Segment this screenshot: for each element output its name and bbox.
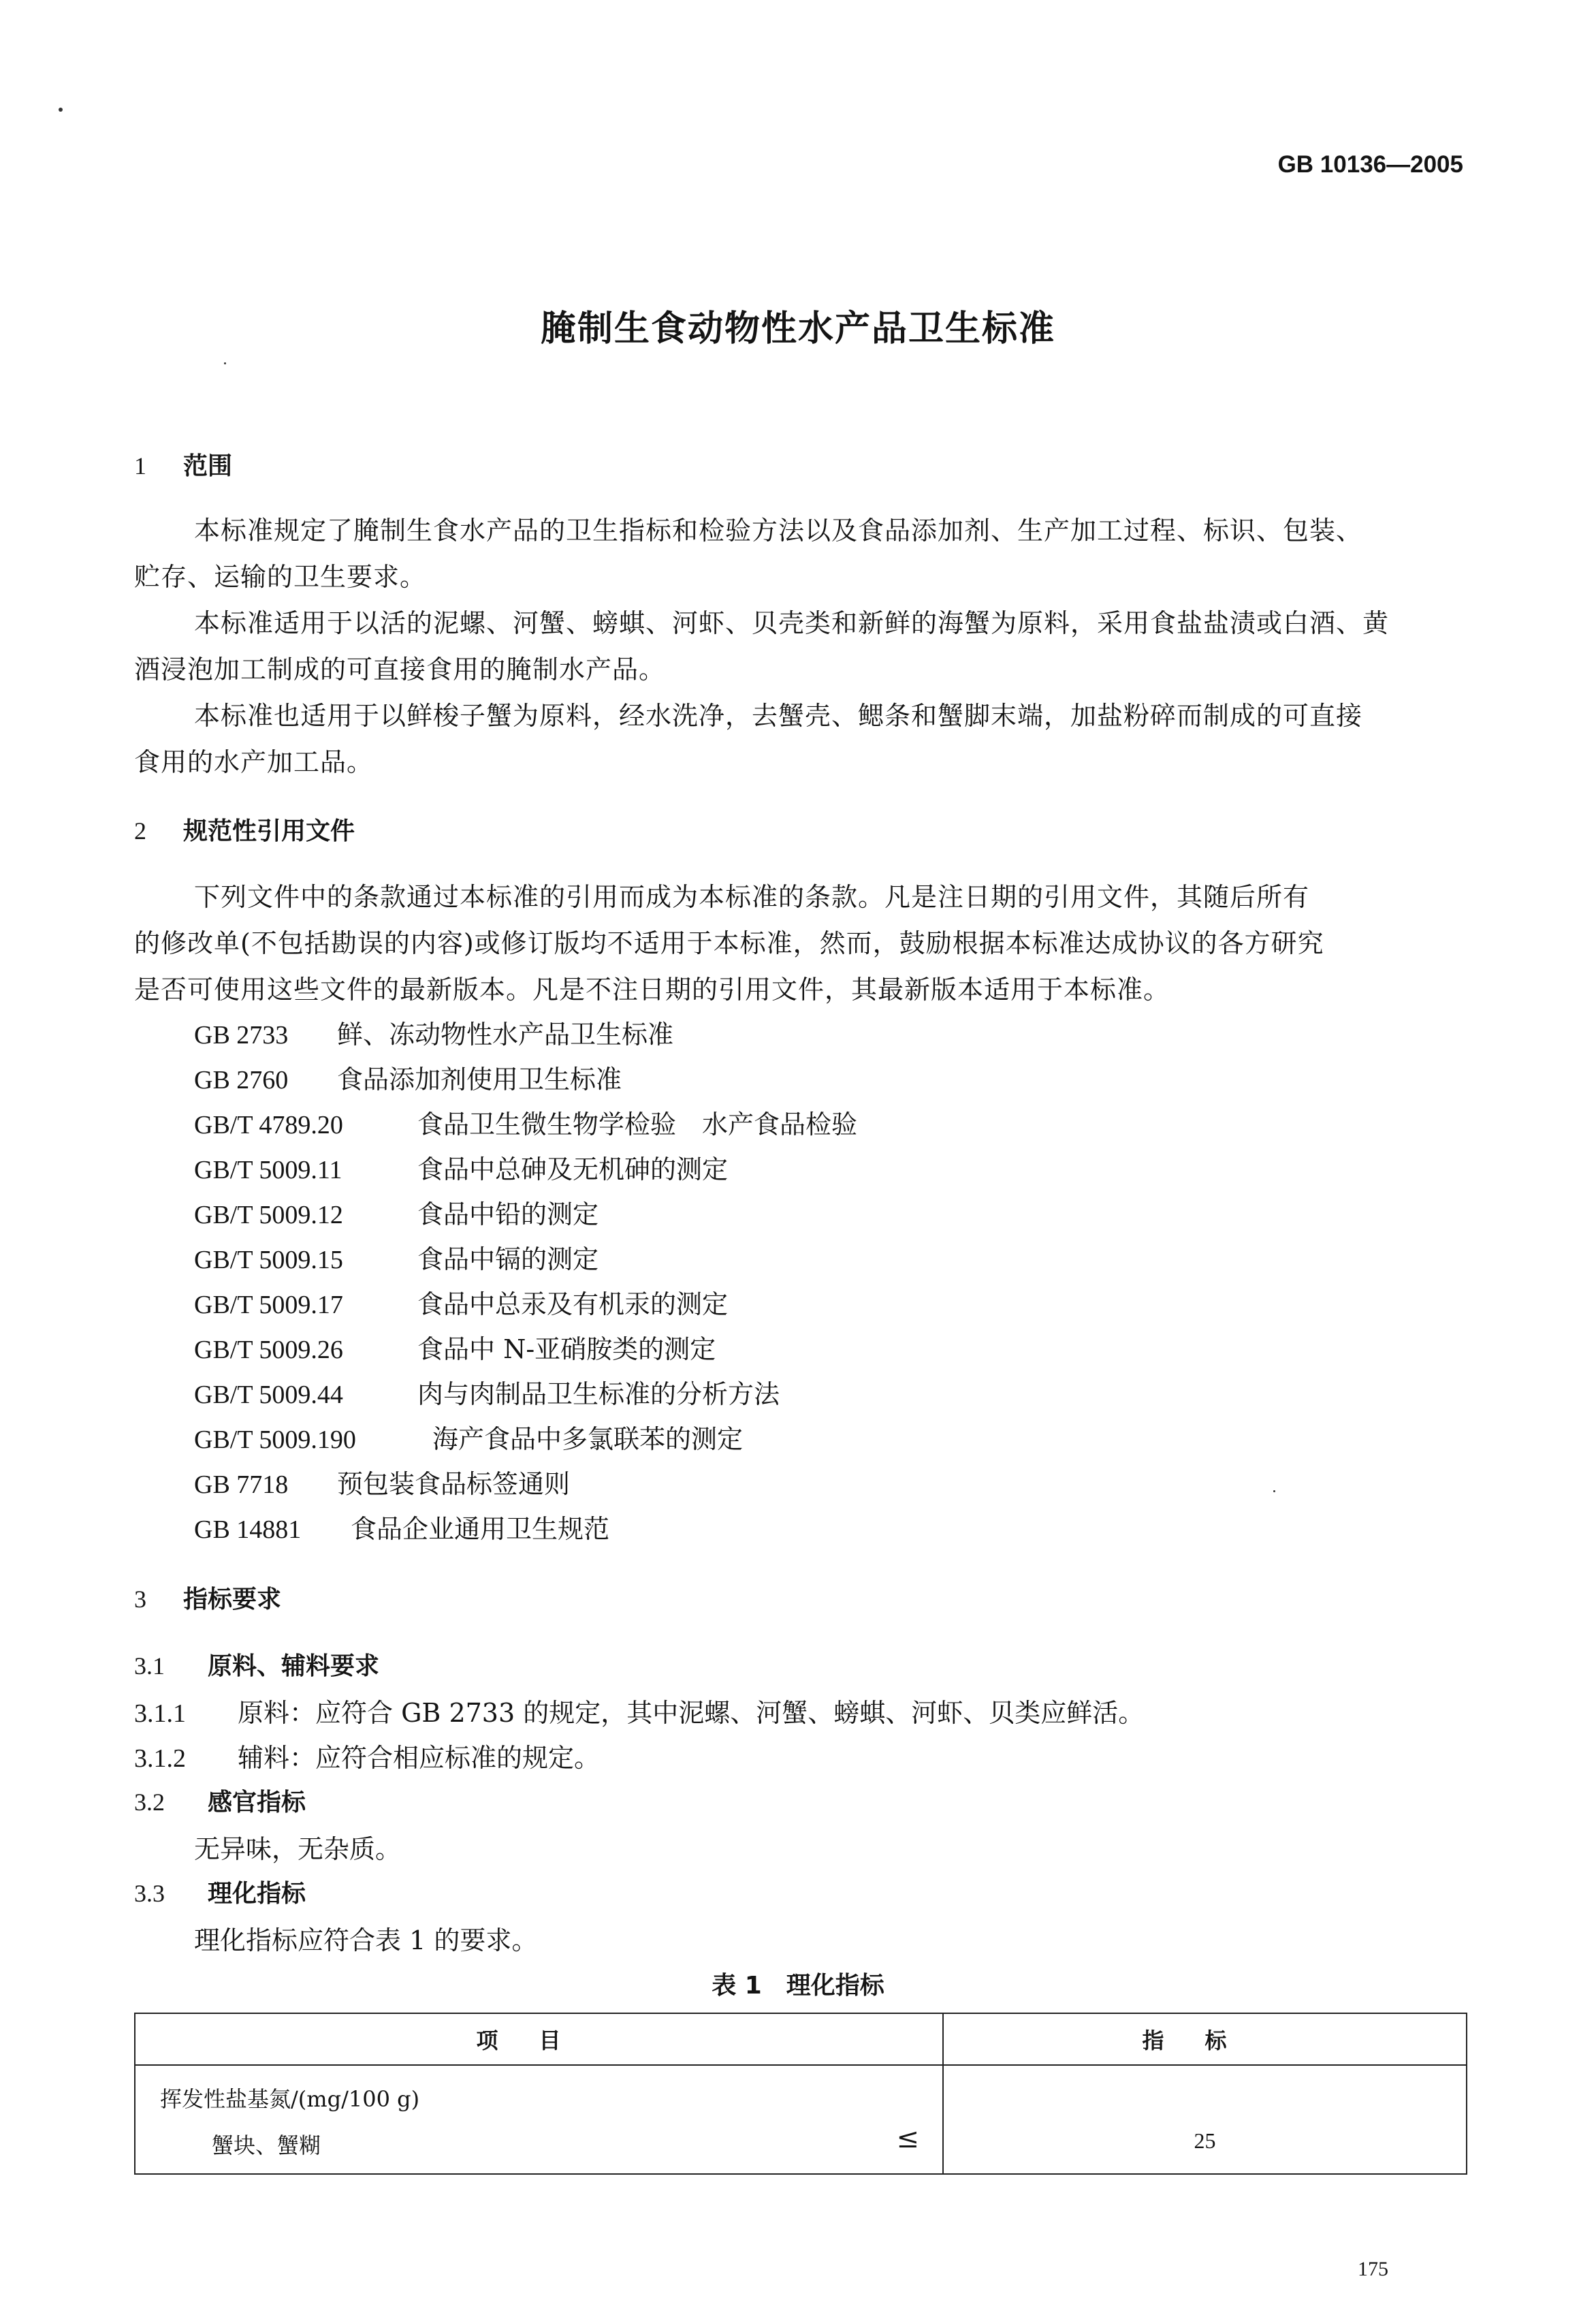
reference-code: GB 7718 <box>194 1470 289 1499</box>
section-number: 3.3 <box>134 1880 165 1907</box>
section-3-heading <box>134 1580 281 1615</box>
reference-code: GB/T 5009.11 <box>194 1156 342 1184</box>
reference-code: GB/T 4789.20 <box>194 1111 343 1139</box>
reference-title: 食品添加剂使用卫生标准 <box>337 1065 622 1094</box>
table-cell-item <box>135 2065 943 2174</box>
paragraph-line: 的修改单(不包括勘误的内容)或修订版均不适用于本标准，然而，鼓励根据本标准达成协议的各方研究 <box>134 928 1324 958</box>
paragraph-line: 下列文件中的条款通过本标准的引用而成为本标准的条款。凡是注日期的引用文件，其随后所有 <box>194 882 1310 912</box>
reference-title: 食品中 N-亚硝胺类的测定 <box>417 1334 716 1364</box>
scan-speck <box>224 362 226 364</box>
paragraph-line: 是否可使用这些文件的最新版本。凡是不注日期的引用文件，其最新版本适用于本标准。 <box>134 975 1170 1005</box>
reference-title: 食品中总砷及无机砷的测定 <box>417 1154 729 1184</box>
reference-code: GB/T 5009.17 <box>194 1291 343 1319</box>
reference-item <box>194 1103 857 1141</box>
reference-code: GB/T 5009.26 <box>194 1336 343 1364</box>
reference-code: GB 14881 <box>194 1515 302 1544</box>
paragraph-line: 酒浸泡加工制成的可直接食用的腌制水产品。 <box>134 655 666 684</box>
item-name: 挥发性盐基氮/(mg/100 g) <box>160 2086 420 2112</box>
section-title: 指标要求 <box>183 1586 282 1613</box>
paragraph-line: 食用的水产加工品。 <box>134 747 374 777</box>
table-1 <box>134 2013 1467 2175</box>
clause-text: 无异味，无杂质。 <box>194 1834 402 1864</box>
standard-code: GB 10136—2005 <box>1277 151 1463 178</box>
section-1-heading <box>134 447 232 482</box>
section-title: 范围 <box>183 452 233 480</box>
clause-3-1-2 <box>134 1737 600 1774</box>
clause-number: 3.1.2 <box>134 1744 186 1773</box>
section-number: 2 <box>134 817 146 845</box>
reference-title: 食品中总汞及有机汞的测定 <box>417 1289 729 1319</box>
page-number: 175 <box>1358 2258 1388 2280</box>
reference-item <box>194 1418 743 1455</box>
reference-item <box>194 1328 716 1366</box>
reference-title: 肉与肉制品卫生标准的分析方法 <box>417 1379 780 1409</box>
table-header-row <box>135 2013 1467 2065</box>
reference-item <box>194 1373 780 1411</box>
clause-3-1-1 <box>134 1692 1144 1729</box>
section-number: 1 <box>134 452 146 479</box>
item-sub-name: 蟹块、蟹糊 <box>212 2132 321 2158</box>
paragraph-line: 本标准规定了腌制生食水产品的卫生指标和检验方法以及食品添加剂、生产加工过程、标识、包装、 <box>194 516 1363 546</box>
scan-speck <box>1273 1490 1275 1492</box>
reference-item <box>194 1193 598 1231</box>
column-header-value: 指标 <box>943 2013 1467 2065</box>
clause-text: 原料：应符合 GB 2733 的规定，其中泥螺、河蟹、螃蜞、河虾、贝类应鲜活。 <box>238 1698 1145 1728</box>
reference-item <box>194 1148 728 1186</box>
reference-title: 海产食品中多氯联苯的测定 <box>432 1424 744 1454</box>
section-title: 理化指标 <box>208 1880 306 1908</box>
section-title: 感官指标 <box>208 1789 306 1816</box>
document-title: 腌制生食动物性水产品卫生标准 <box>540 309 1055 349</box>
reference-code: GB/T 5009.190 <box>194 1425 356 1454</box>
table-cell-value <box>943 2065 1467 2174</box>
column-header-item: 项目 <box>135 2013 943 2065</box>
subsection-3-1-heading <box>134 1647 379 1682</box>
item-value: 25 <box>1194 2128 1216 2153</box>
section-number: 3.1 <box>134 1652 165 1680</box>
section-number: 3 <box>134 1586 146 1613</box>
reference-title: 食品中铅的测定 <box>417 1199 599 1229</box>
reference-item <box>194 1238 598 1276</box>
reference-item <box>194 1463 570 1500</box>
reference-title: 食品企业通用卫生规范 <box>351 1514 610 1544</box>
section-title: 原料、辅料要求 <box>208 1652 380 1680</box>
clause-text: 理化指标应符合表 1 的要求。 <box>194 1925 538 1955</box>
reference-code: GB/T 5009.44 <box>194 1381 343 1409</box>
clause-number: 3.1.1 <box>134 1699 186 1728</box>
paragraph-line: 本标准也适用于以鲜梭子蟹为原料，经水洗净，去蟹壳、鳃条和蟹脚末端，加盐粉碎而制成的可直接 <box>194 701 1363 731</box>
reference-item <box>194 1013 673 1051</box>
reference-title: 食品中镉的测定 <box>417 1244 599 1274</box>
table-row <box>135 2065 1467 2174</box>
reference-item <box>194 1508 609 1545</box>
reference-code: GB 2733 <box>194 1021 289 1050</box>
reference-code: GB 2760 <box>194 1066 289 1094</box>
paragraph-line: 贮存、运输的卫生要求。 <box>134 562 427 592</box>
reference-item <box>194 1283 728 1321</box>
subsection-3-3-heading <box>134 1874 306 1909</box>
reference-title: 预包装食品标签通则 <box>337 1469 571 1499</box>
subsection-3-2-heading <box>134 1783 306 1818</box>
reference-title: 食品卫生微生物学检验 水产食品检验 <box>417 1109 858 1139</box>
scan-speck <box>59 108 63 112</box>
section-2-heading <box>134 812 355 847</box>
section-number: 3.2 <box>134 1789 165 1816</box>
reference-code: GB/T 5009.15 <box>194 1246 343 1274</box>
reference-item <box>194 1058 622 1096</box>
reference-code: GB/T 5009.12 <box>194 1201 343 1229</box>
operator-less-equal: ≤ <box>896 2123 919 2154</box>
table-caption: 表 1 理化指标 <box>712 1972 884 2000</box>
reference-title: 鲜、冻动物性水产品卫生标准 <box>337 1020 674 1050</box>
section-title: 规范性引用文件 <box>183 817 355 845</box>
paragraph-line: 本标准适用于以活的泥螺、河蟹、螃蜞、河虾、贝壳类和新鲜的海蟹为原料，采用食盐盐渍或白酒、黄 <box>194 608 1390 638</box>
clause-text: 辅料：应符合相应标准的规定。 <box>238 1743 601 1773</box>
